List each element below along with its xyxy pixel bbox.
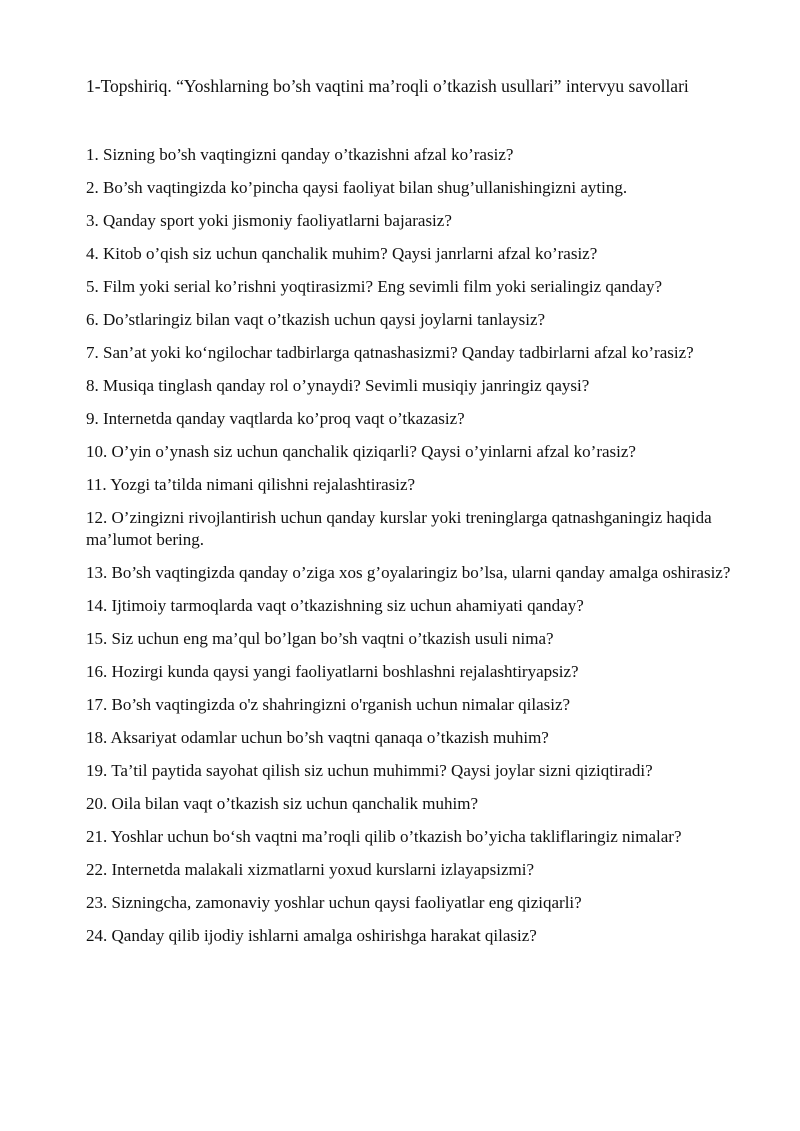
question-item: 10. O’yin o’ynash siz uchun qanchalik qiziqarli? Qaysi o’yinlarni afzal ko’rasiz?: [86, 442, 636, 461]
question-item: 16. Hozirgi kunda qaysi yangi faoliyatlarni boshlashni rejalashtiryapsiz?: [86, 662, 579, 681]
question-item: 19. Ta’til paytida sayohat qilish siz uchun muhimmi? Qaysi joylar sizni qiziqtiradi?: [86, 761, 653, 780]
question-item: 17. Bo’sh vaqtingizda o'z shahringizni o'rganish uchun nimalar qilasiz?: [86, 695, 571, 714]
question-item: 9. Internetda qanday vaqtlarda ko’proq vaqt o’tkazasiz?: [86, 409, 465, 428]
question-item: 24. Qanday qilib ijodiy ishlarni amalga oshirishga harakat qilasiz?: [86, 926, 537, 945]
question-item: 14. Ijtimoiy tarmoqlarda vaqt o’tkazishning siz uchun ahamiyati qanday?: [86, 596, 584, 615]
question-item: 6. Do’stlaringiz bilan vaqt o’tkazish uchun qaysi joylarni tanlaysiz?: [86, 310, 546, 329]
question-item: 20. Oila bilan vaqt o’tkazish siz uchun qanchalik muhim?: [86, 794, 479, 813]
question-item: 15. Siz uchun eng ma’qul bo’lgan bo’sh vaqtni o’tkazish usuli nima?: [86, 629, 554, 648]
question-item: 13. Bo’sh vaqtingizda qanday o’ziga xos g’oyalaringiz bo’lsa, ularni qanday amalga oshirasiz?: [86, 563, 731, 582]
question-item: 12. O’zingizni rivojlantirish uchun qanday kurslar yoki treninglarga qatnashganingiz haqida ma’lumot bering.: [86, 508, 712, 549]
question-item: 5. Film yoki serial ko’rishni yoqtirasizmi? Eng sevimli film yoki serialingiz qanday?: [86, 277, 663, 296]
question-item: 8. Musiqa tinglash qanday rol o’ynaydi? Sevimli musiqiy janringiz qaysi?: [86, 376, 590, 395]
question-item: 4. Kitob o’qish siz uchun qanchalik muhim? Qaysi janrlarni afzal ko’rasiz?: [86, 244, 598, 263]
question-item: 22. Internetda malakali xizmatlarni yoxud kurslarni izlayapsizmi?: [86, 860, 534, 879]
question-list: [86, 144, 746, 958]
question-item: 2. Bo’sh vaqtingizda ko’pincha qaysi faoliyat bilan shug’ullanishingizni ayting.: [86, 178, 628, 197]
question-item: 3. Qanday sport yoki jismoniy faoliyatlarni bajarasiz?: [86, 211, 452, 230]
question-item: 23. Sizningcha, zamonaviy yoshlar uchun qaysi faoliyatlar eng qiziqarli?: [86, 893, 582, 912]
question-item: 18. Aksariyat odamlar uchun bo’sh vaqtni qanaqa o’tkazish muhim?: [86, 728, 549, 747]
document-title: 1-Topshiriq. “Yoshlarning bo’sh vaqtini ma’roqli o’tkazish usullari” intervyu savollari: [86, 76, 689, 96]
question-item: 1. Sizning bo’sh vaqtingizni qanday o’tkazishni afzal ko’rasiz?: [86, 145, 514, 164]
question-item: 7. San’at yoki ko‘ngilochar tadbirlarga qatnashasizmi? Qanday tadbirlarni afzal ko’rasiz?: [86, 343, 694, 362]
question-item: 11. Yozgi ta’tilda nimani qilishni rejalashtirasiz?: [86, 475, 416, 494]
question-item: 21. Yoshlar uchun bo‘sh vaqtni ma’roqli qilib o’tkazish bo’yicha takliflaringiz nimalar?: [86, 827, 682, 846]
